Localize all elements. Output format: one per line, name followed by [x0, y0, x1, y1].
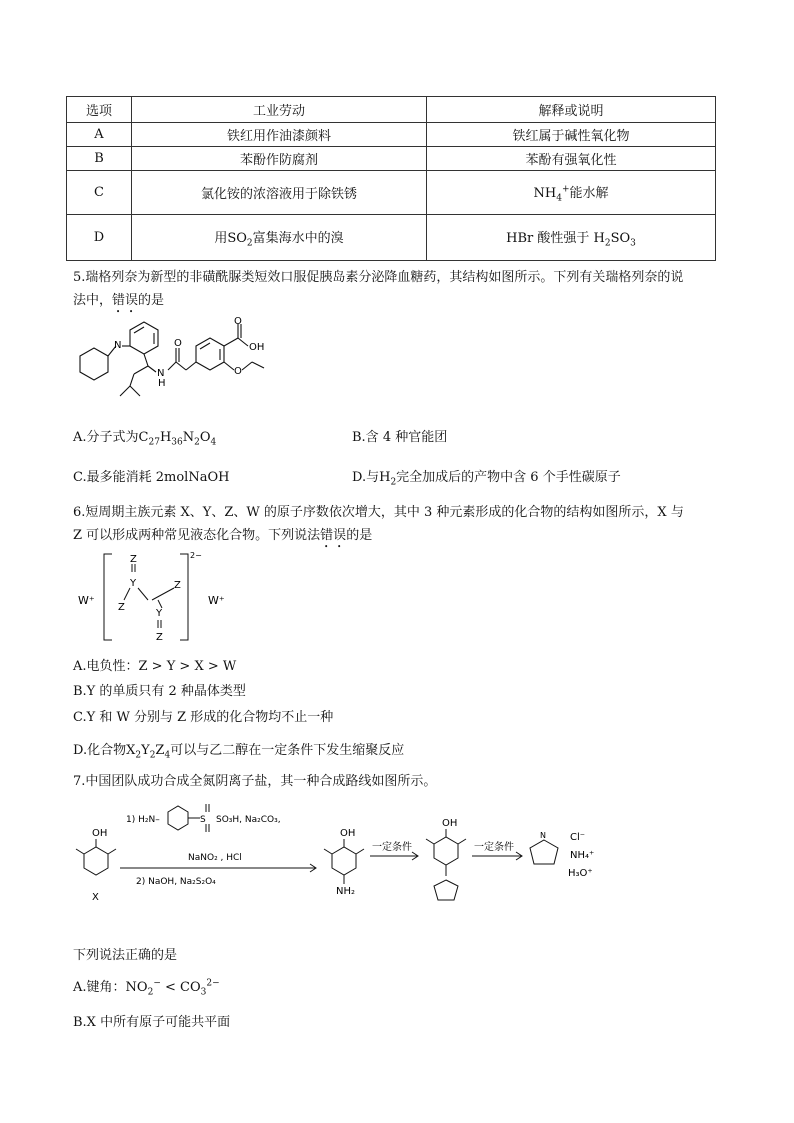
cond-1: 一定条件: [372, 842, 412, 853]
cond-2: 一定条件: [474, 842, 514, 853]
q6-option-c: C.Y 和 W 分别与 Z 形成的化合物均不止一种: [73, 710, 334, 725]
row-reason-pre: HBr 酸性强于: [506, 230, 590, 246]
x-oh: OH: [92, 828, 108, 839]
s-atom: S: [200, 815, 206, 825]
table-header-row: [67, 97, 716, 123]
header-option: 选项: [67, 97, 132, 123]
row-labor: 苯酚作防腐剂: [132, 147, 427, 171]
reagent-1b: SO₃H, Na₂CO₃,: [216, 815, 281, 825]
row-reason-tail: 能水解: [569, 185, 609, 201]
x-label: X: [92, 892, 99, 903]
row-labor: 用$SO_2$富集海水中的溴: [132, 215, 427, 261]
atom-y: Y: [156, 608, 163, 619]
header-labor: 工业劳动: [132, 97, 427, 123]
q7-option-a: A.键角：$NO_2^- < CO_3^{2-}$: [73, 978, 220, 998]
q5-option-d: D.与$H_2$完全加成后的产物中含 6 个手性碳原子: [352, 470, 621, 488]
w-left: W⁺: [78, 594, 95, 607]
table-row: [67, 147, 716, 171]
q7-prompt: 下列说法正确的是: [73, 948, 178, 963]
row-labor-pre: 用: [214, 230, 228, 246]
atom-z: Z: [156, 632, 163, 643]
row-option: A: [67, 123, 132, 147]
atom-o3: O: [234, 366, 242, 377]
q6-option-a: A.电负性：Z > Y > X > W: [73, 659, 237, 674]
atom-y: Y: [130, 578, 137, 589]
q6-option-b: B.Y 的单质只有 2 种晶体类型: [73, 684, 246, 699]
row-option: C: [67, 171, 132, 215]
row-labor-post: 富集海水中的溴: [252, 230, 344, 246]
atom-n2: N: [157, 368, 165, 379]
repaglinide-structure: [70, 316, 300, 406]
q6-stem-line2: Z 可以形成两种常见液态化合物。下列说法错误的是: [73, 528, 373, 543]
row-option: B: [67, 147, 132, 171]
q5-stem-line1: 5.瑞格列奈为新型的非磺酰脲类短效口服促胰岛素分泌降血糖药，其结构如图所示。下列有关瑞格列奈的说: [73, 270, 684, 285]
q5-option-c: C.最多能消耗 2molNaOH: [73, 470, 230, 485]
q5-stem-line2: 法中，错误的是: [73, 293, 165, 308]
salt-nh4: NH₄⁺: [570, 850, 595, 861]
q6-structure: [74, 548, 274, 648]
row-reason: $NH_4^+$能水解: [427, 171, 716, 215]
reagent-1: 1) H₂N–: [126, 815, 160, 825]
atom-o1: O: [174, 338, 182, 349]
atom-oh: OH: [249, 342, 265, 353]
atom-z: Z: [130, 554, 137, 565]
q6-option-d: D.化合物$X_2Y_2Z_4$可以与乙二醇在一定条件下发生缩聚反应: [73, 743, 405, 761]
q7-synthesis-route: [70, 796, 670, 936]
atom-o2: O: [234, 316, 242, 327]
q7-option-b: B.X 中所有原子可能共平面: [73, 1015, 231, 1030]
q7-stem: 7.中国团队成功合成全氮阴离子盐，其一种合成路线如图所示。: [73, 774, 437, 789]
row-reason: 苯酚有强氧化性: [427, 147, 716, 171]
reagent-2: NaNO₂ , HCl: [188, 853, 242, 863]
salt-cl: Cl⁻: [570, 832, 586, 843]
p1-oh: OH: [340, 828, 356, 839]
atom-z: Z: [118, 602, 125, 613]
salt-h3o: H₃O⁺: [568, 868, 593, 879]
row-labor: 铁红用作油漆颜料: [132, 123, 427, 147]
p2-oh: OH: [442, 818, 458, 829]
atom-n1: N: [114, 340, 122, 351]
q5-option-b: B.含 4 种官能团: [352, 430, 448, 445]
table-row: [67, 171, 716, 215]
charge: 2−: [190, 551, 202, 560]
q6-stem-line1: 6.短周期主族元素 X、Y、Z、W 的原子序数依次增大，其中 3 种元素形成的化合物的结构如图所示，X 与: [73, 505, 684, 520]
atom-z: Z: [174, 580, 181, 591]
row-labor: 氯化铵的浓溶液用于除铁锈: [132, 171, 427, 215]
header-reason: 解释或说明: [427, 97, 716, 123]
row-reason: HBr 酸性强于 $H_2SO_3$: [427, 215, 716, 261]
q5-option-a: A.分子式为$C_{27}H_{36}N_2O_4$: [73, 430, 217, 448]
w-right: W⁺: [208, 594, 225, 607]
table-row: [67, 215, 716, 261]
table-row: [67, 123, 716, 147]
atom-h: H: [158, 378, 166, 389]
pentazole-n: N: [540, 831, 546, 840]
reagent-3: 2) NaOH, Na₂S₂O₄: [136, 877, 216, 887]
p1-nh2: NH₂: [336, 886, 356, 897]
row-reason: 铁红属于碱性氧化物: [427, 123, 716, 147]
row-option: D: [67, 215, 132, 261]
options-table: [66, 96, 716, 261]
